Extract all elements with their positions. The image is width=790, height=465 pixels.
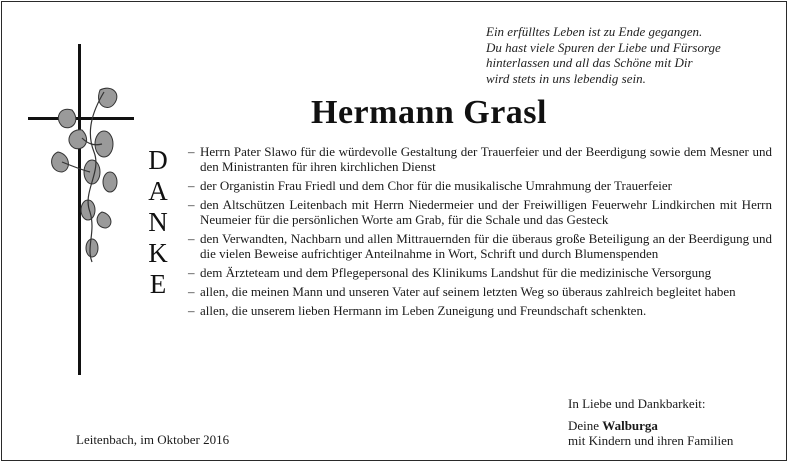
signature-prefix: Deine <box>568 418 600 433</box>
dash: – <box>188 144 195 159</box>
poem-line: hinterlassen und all das Schöne mit Dir <box>486 55 693 70</box>
poem <box>486 24 786 86</box>
signature-family-line: mit Kindern und ihren Familien <box>568 433 734 448</box>
dash: – <box>188 284 195 299</box>
poem-line: Du hast viele Spuren der Liebe und Fürsorge <box>486 39 721 55</box>
obituary-notice <box>1 1 787 461</box>
deceased-name: Hermann Grasl <box>311 94 547 131</box>
danke-letter: E <box>149 269 167 299</box>
list-item-text: den Verwandten, Nachbarn und allen Mittrauernden für die überaus große Beteiligung an der Beerdigung und die vielen Beweise aufrichtiger Anteilnahme in Wort, Schrift und durch Blumenspenden <box>200 231 772 261</box>
signature <box>568 418 733 448</box>
danke-vertical-word <box>145 145 171 300</box>
signature-name: Walburga <box>602 418 658 433</box>
list-item <box>188 178 772 193</box>
dash: – <box>188 197 195 212</box>
poem-line: Ein erfülltes Leben ist zu Ende gegangen. <box>486 24 703 39</box>
dash: – <box>188 265 195 280</box>
poem-line: wird stets in uns lebendig sein. <box>486 70 646 86</box>
list-item <box>188 303 772 318</box>
danke-letter: A <box>148 176 168 206</box>
list-item-text: allen, die meinen Mann und unseren Vater auf seinem letzten Weg so überaus zahlreich begleitet haben <box>200 284 736 299</box>
list-item-text: dem Ärzteteam und dem Pflegepersonal des Klinikums Landshut für die medizinische Versorgung <box>200 265 712 280</box>
danke-letter: D <box>148 145 168 175</box>
list-item-text: den Altschützen Leitenbach mit Herrn Niedermeier und der Freiwilligen Feuerwehr Lindkirchen mit Herrn Neumeier für die persönlichen Worte am Grab, für die Schale und das Gesteck <box>200 197 772 227</box>
list-item <box>188 231 772 261</box>
list-item <box>188 197 772 227</box>
closing-line: In Liebe und Dankbarkeit: <box>568 396 706 411</box>
thanks-list <box>188 144 772 322</box>
list-item-text: Herrn Pater Slawo für die würdevolle Gestaltung der Trauerfeier und der Beerdigung sowie dem Mesner und den Ministranten für ihren kirchlichen Dienst <box>200 144 772 174</box>
list-item-text: der Organistin Frau Friedl und dem Chor für die musikalische Umrahmung der Trauerfeier <box>200 178 672 193</box>
dash: – <box>188 178 195 193</box>
dash: – <box>188 303 195 318</box>
dash: – <box>188 231 195 246</box>
danke-letter: K <box>148 238 168 268</box>
list-item-text: allen, die unserem lieben Hermann im Leben Zuneigung und Freundschaft schenkten. <box>200 303 647 318</box>
danke-letter: N <box>148 207 168 237</box>
place-and-date: Leitenbach, im Oktober 2016 <box>76 432 230 447</box>
list-item <box>188 284 772 299</box>
list-item <box>188 144 772 174</box>
list-item <box>188 265 772 280</box>
